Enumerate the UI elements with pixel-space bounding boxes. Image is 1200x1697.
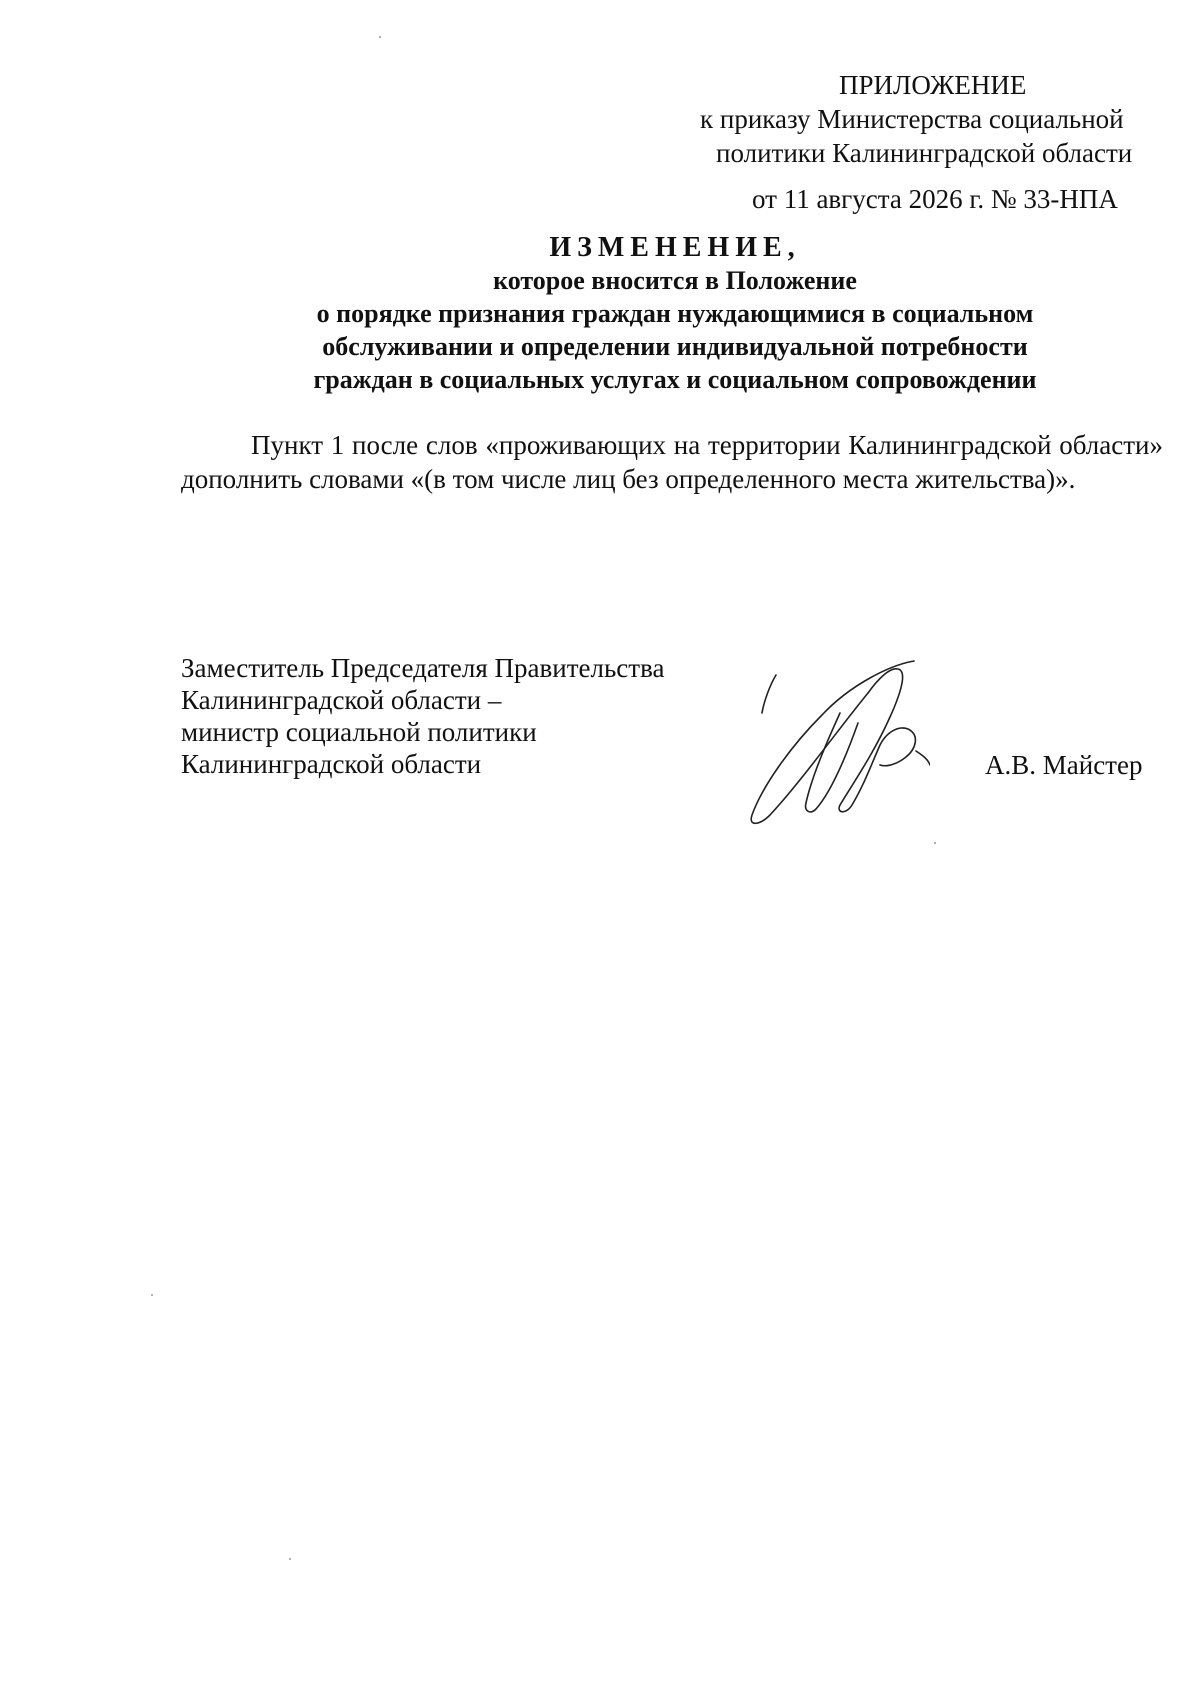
heading-line-1: которое вносится в Положение xyxy=(493,266,857,295)
document-heading xyxy=(180,231,1170,396)
appendix-title: ПРИЛОЖЕНИЕ xyxy=(839,70,1027,100)
body-paragraph: Пункт 1 после слов «проживающих на территории Калининградской области» дополнить словами «(в том числе лиц без определенного места жительства)». xyxy=(181,430,1163,494)
signer-position xyxy=(181,652,701,780)
heading-line-3: обслуживании и определении индивидуальной потребности xyxy=(322,332,1028,361)
appendix-order-line: к приказу Министерства социальной xyxy=(700,104,1124,134)
heading-title: ИЗМЕНЕНИЕ, xyxy=(549,232,801,263)
signer-position-line-4: Калининградской области xyxy=(181,749,482,779)
signer-name: А.В. Майстер xyxy=(985,750,1143,780)
scan-speck xyxy=(379,36,381,38)
scan-speck xyxy=(934,842,936,844)
signer-position-line-3: министр социальной политики xyxy=(181,717,537,747)
scan-speck xyxy=(151,1294,153,1296)
heading-line-2: о порядке признания граждан нуждающимися в социальном xyxy=(316,299,1034,328)
scan-speck xyxy=(289,1558,291,1560)
heading-line-4: граждан в социальных услугах и социальном сопровождении xyxy=(313,365,1037,394)
handwritten-signature xyxy=(740,655,930,830)
signer-position-line-2: Калининградской области – xyxy=(181,685,502,715)
appendix-ministry-line: политики Калининградской области xyxy=(716,138,1133,168)
appendix-header xyxy=(700,68,1170,216)
appendix-date: от 11 августа 2026 г. № 33-НПА xyxy=(752,184,1118,214)
signer-position-line-1: Заместитель Председателя Правительства xyxy=(181,653,665,683)
